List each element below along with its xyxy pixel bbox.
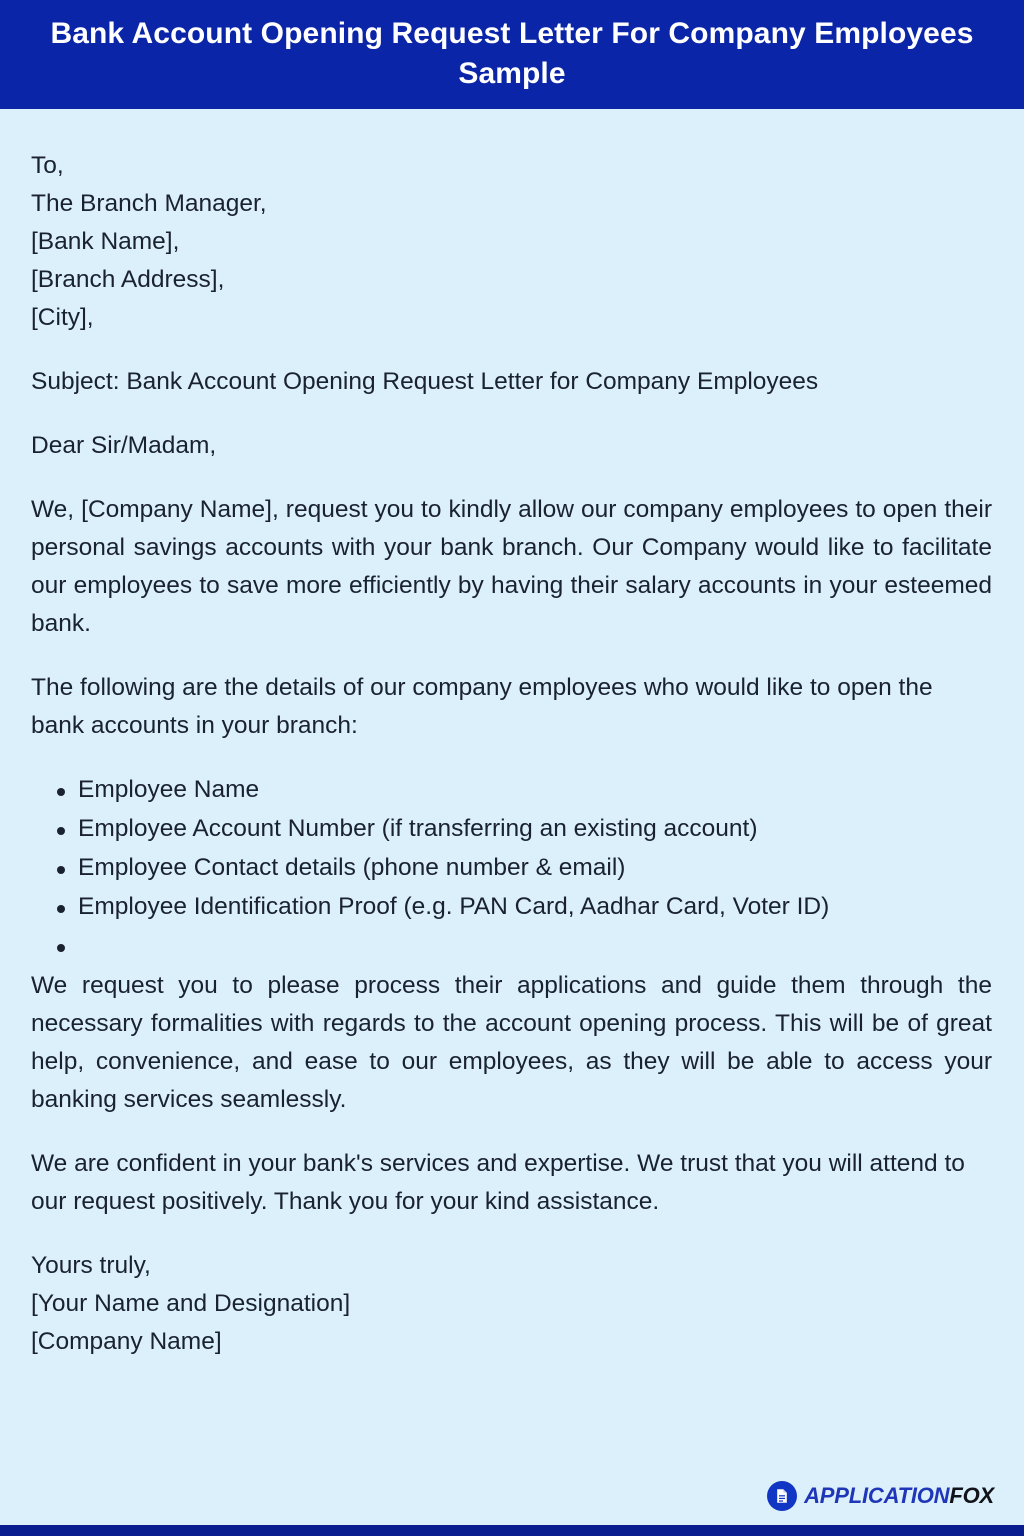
- list-item-label: Employee Name: [78, 775, 260, 803]
- page-title: Bank Account Opening Request Letter For Company Employees Sample: [50, 17, 974, 90]
- applicationfox-logo: [767, 1481, 994, 1511]
- recipient-to: To,: [31, 152, 64, 180]
- closing-valediction: Yours truly,: [31, 1251, 151, 1279]
- closing-name-designation: [Your Name and Designation]: [31, 1289, 351, 1317]
- logo-text-secondary: FOX: [949, 1483, 994, 1508]
- list-item: [31, 810, 992, 848]
- list-item-label: Employee Account Number (if transferring an existing account): [78, 814, 758, 842]
- page-header: [0, 0, 1024, 109]
- list-item-label: Employee Contact details (phone number & email): [78, 853, 626, 881]
- list-item: [31, 888, 992, 926]
- letter-content: [0, 109, 1024, 1525]
- list-item-label: Employee Identification Proof (e.g. PAN Card, Aadhar Card, Voter ID): [78, 892, 830, 920]
- body-paragraph-3: We request you to please process their applications and guide them through the necessary formalities with regards to the account opening process. This will be of great help, convenience, and ease to our employees, as they will be able to access your banking services seamlessly.: [31, 971, 992, 1113]
- closing-block: [31, 1247, 992, 1361]
- body-paragraph-1: We, [Company Name], request you to kindly allow our company employees to open their personal savings accounts with your bank branch. Our Company would like to facilitate our employees to save more efficiently by having their salary accounts in your esteemed bank.: [31, 495, 992, 637]
- page-footer-bar: [0, 1525, 1024, 1536]
- recipient-block: [31, 147, 992, 337]
- subject-line: Subject: Bank Account Opening Request Letter for Company Employees: [31, 368, 819, 396]
- body-paragraph-2: The following are the details of our company employees who would like to open the bank accounts in your branch:: [31, 673, 933, 739]
- recipient-branch-address: [Branch Address],: [31, 266, 225, 294]
- list-item-empty: [31, 927, 992, 961]
- recipient-city: [City],: [31, 304, 94, 332]
- employee-details-list: [31, 771, 992, 961]
- recipient-bank-name: [Bank Name],: [31, 228, 180, 256]
- salutation: Dear Sir/Madam,: [31, 432, 217, 459]
- list-item: [31, 771, 992, 809]
- recipient-designation: The Branch Manager,: [31, 190, 267, 218]
- list-item: [31, 849, 992, 887]
- document-icon: [767, 1481, 797, 1511]
- logo-text-primary: APPLICATION: [804, 1483, 950, 1508]
- body-paragraph-4: We are confident in your bank's services and expertise. We trust that you will attend to our request positively. Thank you for your kind assistance.: [31, 1149, 965, 1215]
- logo-wordmark: [804, 1485, 994, 1507]
- closing-company: [Company Name]: [31, 1327, 222, 1355]
